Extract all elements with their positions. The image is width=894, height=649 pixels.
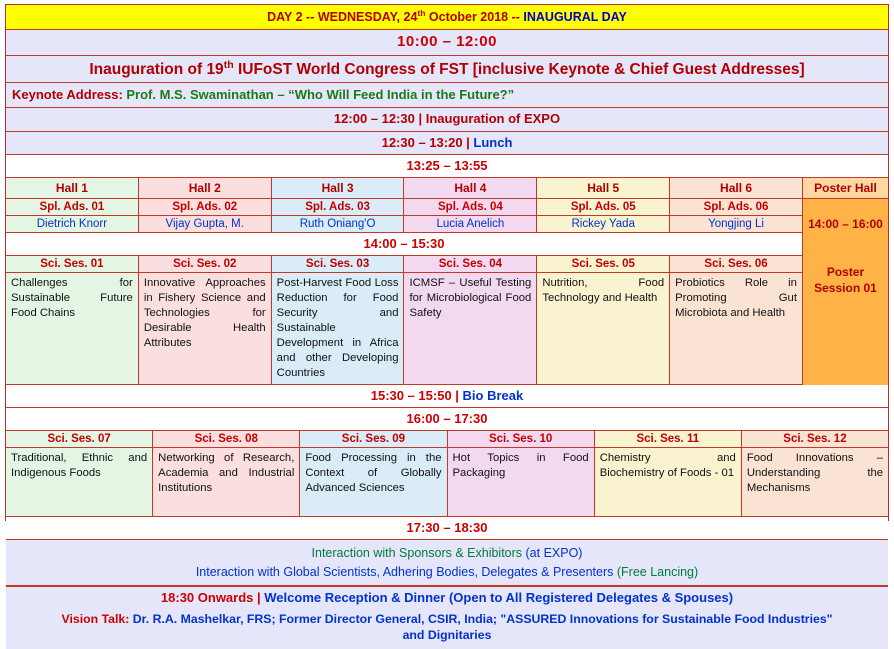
sci-cell-07	[6, 448, 153, 516]
sci-title-05: Nutrition, Food Technology and Health	[542, 277, 665, 305]
sci-session-1-title-row	[6, 273, 802, 384]
inauguration-title	[6, 56, 888, 84]
spl-code-1: Spl. Ads. 01	[6, 199, 139, 216]
inauguration-title-ordinal: th	[223, 58, 234, 71]
sci-title-09: Food Processing in the Context of Globally Advanced Sciences	[305, 452, 442, 494]
expo-inauguration: 12:00 – 12:30 | Inauguration of EXPO	[6, 108, 888, 131]
vision-talk-text: Dr. R.A. Mashelkar, FRS; Former Director General, CSIR, India; "ASSURED Innovations for Sustainable Food Industries"	[132, 611, 833, 626]
evening-line-2-main: Interaction with Global Scientists, Adhering Bodies, Delegates & Presenters	[195, 564, 617, 579]
hall-header-1: Hall 1	[6, 178, 139, 199]
bio-break-label: Bio Break	[462, 387, 524, 403]
lunch-row	[6, 132, 888, 155]
sci-code-09: Sci. Ses. 09	[300, 431, 447, 448]
sci-code-10: Sci. Ses. 10	[448, 431, 595, 448]
vision-talk-label: Vision Talk:	[61, 611, 133, 626]
sci-session-2-title-row	[6, 448, 888, 517]
sci-title-11: Chemistry and Biochemistry of Foods - 01	[599, 452, 736, 480]
reception-row	[6, 586, 888, 608]
sci-title-10: Hot Topics in Food Packaging	[452, 452, 589, 480]
sci-title-07: Traditional, Ethnic and Indigenous Foods	[11, 452, 148, 480]
hall-header-4: Hall 4	[404, 178, 537, 199]
sci-code-02: Sci. Ses. 02	[139, 256, 272, 273]
spl-code-3: Spl. Ads. 03	[272, 199, 405, 216]
spl-code-6: Spl. Ads. 06	[670, 199, 802, 216]
sci-title-12: Food Innovations – Understanding the Mechanisms	[746, 452, 884, 494]
sci-title-06: Probiotics Role in Promoting Gut Microbiota and Health	[675, 277, 797, 320]
sci-cell-10	[448, 448, 595, 516]
inauguration-title-post: IUFoST World Congress of FST [inclusive Keynote & Chief Guest Addresses]	[233, 60, 805, 78]
spl-address-time: 13:25 – 13:55	[6, 155, 888, 178]
sci-code-11: Sci. Ses. 11	[595, 431, 742, 448]
day-header-suffix: October 2018 --	[425, 10, 524, 25]
hall-header-3: Hall 3	[272, 178, 405, 199]
keynote-label: Keynote Address:	[12, 87, 127, 103]
sci-session-2-time: 16:00 – 17:30	[6, 408, 888, 431]
evening-line-1-paren: (at EXPO)	[525, 546, 583, 561]
sci-cell-08	[153, 448, 300, 516]
sci-cell-05	[537, 273, 670, 383]
schedule-sheet	[5, 4, 889, 643]
sci-session-1-time: 14:00 – 15:30	[6, 233, 802, 256]
spl-address-code-row	[6, 199, 802, 216]
poster-session-label: Poster Session	[814, 265, 865, 295]
evening-time: 17:30 – 18:30	[6, 517, 888, 540]
spl-speaker-5: Rickey Yada	[537, 216, 670, 233]
spl-speaker-4: Lucia Anelich	[404, 216, 537, 233]
sci-code-08: Sci. Ses. 08	[153, 431, 300, 448]
sci-session-2-code-row	[6, 431, 888, 448]
poster-time: 14:00 – 16:00	[808, 217, 883, 232]
sci-cell-03	[272, 273, 405, 383]
evening-line-2-paren: (Free Lancing)	[616, 564, 699, 579]
sci-code-04: Sci. Ses. 04	[404, 256, 537, 273]
halls-section	[6, 178, 888, 385]
sci-code-05: Sci. Ses. 05	[537, 256, 670, 273]
sci-code-01: Sci. Ses. 01	[6, 256, 139, 273]
sci-title-01: Challenges for Sustainable Future Food Chains	[11, 277, 133, 320]
spl-speaker-3: Ruth Oniang'O	[272, 216, 405, 233]
spl-speaker-1: Dietrich Knorr	[6, 216, 139, 233]
sci-title-02: Innovative Approaches in Fishery Science and Technologies for Desirable Health Attributes	[143, 277, 266, 349]
poster-session	[803, 265, 888, 296]
sci-code-06: Sci. Ses. 06	[670, 256, 802, 273]
sci-title-08: Networking of Research, Academia and Industrial Institutions	[158, 452, 295, 494]
hall-header-6: Hall 6	[670, 178, 802, 199]
sci-cell-09	[300, 448, 447, 516]
spl-speaker-6: Yongjing Li	[670, 216, 802, 233]
halls-main	[6, 178, 802, 385]
evening-line-1	[8, 544, 886, 562]
evening-line-2	[8, 563, 886, 581]
spl-code-4: Spl. Ads. 04	[404, 199, 537, 216]
sci-session-1-code-row	[6, 256, 802, 273]
sci-code-03: Sci. Ses. 03	[272, 256, 405, 273]
keynote-speaker: Prof. M.S. Swaminathan – “Who Will Feed India in the Future?”	[126, 87, 515, 103]
spl-speaker-row	[6, 216, 802, 233]
sci-cell-06	[670, 273, 802, 383]
sci-cell-04	[404, 273, 537, 383]
hall-header-row	[6, 178, 802, 199]
evening-interactions	[6, 540, 888, 585]
inauguration-time-label: 10:00 – 12:00	[397, 32, 497, 50]
sci-code-12: Sci. Ses. 12	[742, 431, 888, 448]
day-header	[6, 5, 888, 30]
sci-cell-11	[595, 448, 742, 516]
bio-break-time: 15:30 – 15:50 |	[370, 387, 463, 403]
sci-cell-12	[742, 448, 888, 516]
poster-hall-body	[803, 199, 888, 385]
hall-header-2: Hall 2	[139, 178, 272, 199]
sci-title-03: Post-Harvest Food Loss Reduction for Food Security and Sustainable Development in Africa and other Developing Countries	[276, 277, 399, 379]
bio-break-row	[6, 385, 888, 408]
sci-title-04: ICMSF – Useful Testing for Microbiological Food Safety	[409, 277, 532, 320]
poster-hall-column	[802, 178, 888, 385]
spl-speaker-2: Vijay Gupta, M.	[139, 216, 272, 233]
spl-code-2: Spl. Ads. 02	[139, 199, 272, 216]
inauguration-time	[6, 30, 888, 56]
day-header-highlight: INAUGURAL DAY	[523, 10, 627, 25]
poster-hall-header: Poster Hall	[803, 178, 888, 199]
inauguration-title-pre: Inauguration of 19	[89, 60, 224, 78]
sci-code-07: Sci. Ses. 07	[6, 431, 153, 448]
day-header-ordinal: th	[417, 8, 426, 18]
spl-code-5: Spl. Ads. 05	[537, 199, 670, 216]
poster-session-number: 01	[863, 280, 877, 295]
day-header-prefix: DAY 2 -- WEDNESDAY, 24	[267, 10, 418, 25]
evening-line-1-main: Interaction with Sponsors & Exhibitors	[311, 546, 526, 561]
lunch-label: Lunch	[473, 134, 513, 150]
sci-cell-02	[139, 273, 272, 383]
vision-talk-line-2: and Dignitaries	[402, 628, 492, 643]
reception-time: 18:30 Onwards |	[160, 589, 265, 605]
sci-cell-01	[6, 273, 139, 383]
lunch-time: 12:30 – 13:20 |	[381, 134, 474, 150]
reception-label: Welcome Reception & Dinner (Open to All Registered Delegates & Spouses)	[264, 589, 734, 605]
keynote-address	[6, 83, 888, 108]
hall-header-5: Hall 5	[537, 178, 670, 199]
vision-talk	[6, 608, 888, 649]
